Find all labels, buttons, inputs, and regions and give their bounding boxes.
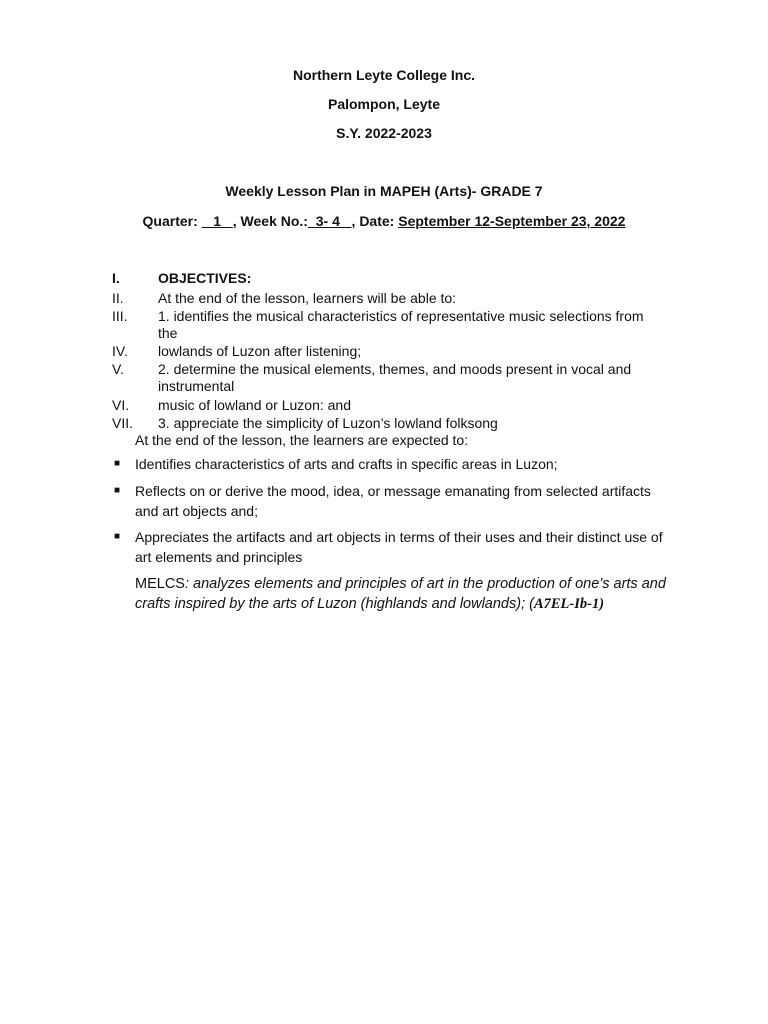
objective-text: 3. appreciate the simplicity of Luzon’s lowland folksong (158, 415, 498, 431)
objective-text: OBJECTIVES: (158, 270, 252, 286)
objective-number: II. (112, 290, 124, 306)
objective-text: music of lowland or Luzon: and (158, 397, 351, 413)
objective-number: VI. (112, 397, 130, 413)
objective-number: V. (112, 361, 124, 377)
objective-number: IV. (112, 343, 128, 359)
institution-name: Northern Leyte College Inc. (292, 67, 476, 83)
objective-text: 1. identifies the musical characteristics of representative music selections from the (158, 308, 644, 341)
objective-text: At the end of the lesson, learners will be able to: (158, 290, 457, 306)
objective-number: III. (112, 308, 128, 324)
location: Palompon, Leyte (327, 96, 441, 112)
week-value: 3- 4 (307, 213, 352, 229)
melcs-code: A7EL-Ib-1) (533, 596, 605, 612)
square-bullet-icon: ■ (114, 485, 121, 496)
melcs-paragraph (135, 574, 675, 614)
objective-text: lowlands of Luzon after listening; (158, 343, 362, 359)
square-bullet-icon: ■ (114, 458, 121, 469)
week-label: , Week No.: (232, 213, 308, 229)
date-label: , Date: (351, 213, 399, 229)
list-item-text: Appreciates the artifacts and art objects in terms of their uses and their distinct use of art elements and principles (135, 529, 663, 565)
list-item-text: Reflects on or derive the mood, idea, or message emanating from selected artifacts and art objects and; (135, 483, 651, 519)
melcs-label: MELCS (135, 576, 185, 592)
objective-number: VII. (112, 415, 134, 431)
list-item-text: Identifies characteristics of arts and crafts in specific areas in Luzon; (135, 456, 558, 472)
quarter-value: 1 (201, 213, 233, 229)
melcs-text: : analyzes elements and principles of art in the production of one’s arts and crafts inspired by the arts of Luzon (highlands and lowlands); ( (135, 576, 666, 612)
quarter-label: Quarter: (142, 213, 202, 229)
school-year: S.Y. 2022-2023 (336, 125, 432, 141)
date-value: September 12-September 23, 2022 (398, 213, 626, 229)
objective-text: 2. determine the musical elements, themes, and moods present in vocal and instrumental (158, 361, 632, 394)
quarter-line (0, 212, 768, 230)
objective-number: I. (112, 270, 120, 286)
square-bullet-icon: ■ (114, 531, 121, 542)
expected-intro: At the end of the lesson, the learners are expected to: (135, 432, 469, 448)
plan-title: Weekly Lesson Plan in MAPEH (Arts)- GRADE 7 (225, 183, 543, 199)
